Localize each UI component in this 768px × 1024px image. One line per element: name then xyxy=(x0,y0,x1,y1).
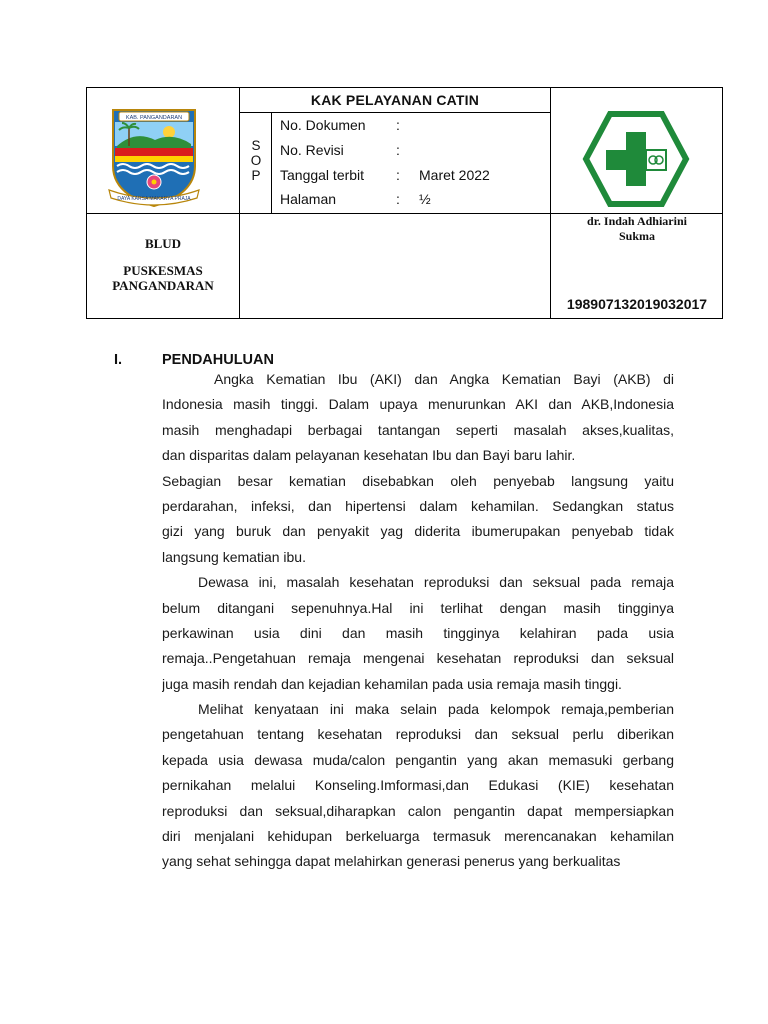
signer-name-line1: dr. Indah Adhiarini xyxy=(587,214,687,228)
body-line: Melihat kenyataan ini maka selain pada kelompok remaja,pemberian xyxy=(198,701,674,718)
body-line: reproduksi dan seksual,diharapkan calon pengantin dapat mempersiapkan xyxy=(162,802,674,819)
body-line: Sebagian besar kematian disebabkan oleh penyebab langsung yaitu xyxy=(162,472,674,489)
signer-name xyxy=(552,214,722,244)
org-pangandaran: PANGANDARAN xyxy=(112,278,214,293)
body-line: langsung kematian ibu. xyxy=(162,548,306,565)
body-line: Dewasa ini, masalah kesehatan reproduksi dan seksual pada remaja xyxy=(198,574,674,591)
body-line: remaja..Pengetahuan remaja mengenai kesehatan reproduksi dan seksual xyxy=(162,650,674,667)
meta-colon: : xyxy=(396,167,400,183)
body-line: juga masih rendah dan kejadian kehamilan pada usia remaja masih tinggi. xyxy=(162,675,622,692)
sop-letter: P xyxy=(251,168,261,183)
emblem-motto-text: DAYA KARSA MAKARYA PRAJA xyxy=(117,196,191,202)
kab-pangandaran-emblem-icon xyxy=(105,102,203,208)
org-blud: BLUD xyxy=(144,236,182,251)
meta-label: Halaman xyxy=(280,191,337,207)
section-title: PENDAHULUAN xyxy=(162,352,274,368)
grid-line xyxy=(239,88,240,318)
body-line: Angka Kematian Ibu (AKI) dan Angka Kematian Bayi (AKB) di xyxy=(214,371,674,387)
meta-value: Maret 2022 xyxy=(419,167,490,183)
grid-line xyxy=(239,112,550,113)
body-line: perdarahan, infeksi, dan hipertensi dalam kehamilan. Sedangkan status xyxy=(162,497,674,514)
section-number: I. xyxy=(114,352,123,368)
body-line: yang sehat sehingga dapat melahirkan generasi penerus yang berkualitas xyxy=(162,853,621,870)
grid-line xyxy=(271,112,272,213)
meta-colon: : xyxy=(396,117,400,133)
document-header-table xyxy=(86,87,723,319)
body-line: dan disparitas dalam pelayanan kesehatan Ibu dan Bayi baru lahir. xyxy=(162,447,576,464)
body-line: perkawinan usia dini dan masih tingginya kelahiran pada usia xyxy=(162,624,674,641)
sop-letter: S xyxy=(251,138,261,153)
body-line: diri menjalani kehidupan berkeluarga termasuk merencanakan kehamilan xyxy=(162,828,674,845)
meta-label: No. Dokumen xyxy=(280,117,366,133)
meta-label: No. Revisi xyxy=(280,142,344,158)
sop-letter: O xyxy=(250,153,262,168)
meta-colon: : xyxy=(396,191,400,207)
document-title: KAK PELAYANAN CATIN xyxy=(310,92,480,108)
body-line: kepada usia dewasa muda/calon pengantin yang akan memasuki gerbang xyxy=(162,751,674,768)
puskesmas-logo-icon xyxy=(582,110,690,208)
meta-value: ½ xyxy=(419,191,431,207)
sop-label xyxy=(241,138,271,183)
meta-colon: : xyxy=(396,142,400,158)
body-line: masih menghadapi berbagai tantangan seperti masalah akses,kualitas, xyxy=(162,421,674,438)
body-line: pernikahan melalui Konseling.Imformasi,dan Edukasi (KIE) kesehatan xyxy=(162,777,674,794)
body-line: pengetahuan tentang kesehatan reproduksi dan seksual perlu diberikan xyxy=(162,726,674,743)
body-line: belum ditangani sepenuhnya.Hal ini terlihat dengan masih tingginya xyxy=(162,599,674,616)
org-puskesmas: PUSKESMAS xyxy=(123,263,203,278)
signer-name-line2: Sukma xyxy=(618,229,656,243)
meta-label: Tanggal terbit xyxy=(280,167,365,183)
signer-nip: 198907132019032017 xyxy=(566,296,708,312)
grid-line xyxy=(550,88,551,318)
body-line: gizi yang buruk dan penyakit yag diderita ibumerupakan penyebab tidak xyxy=(162,523,674,540)
emblem-top-text: KAB. PANGANDARAN xyxy=(125,115,183,121)
body-text xyxy=(162,367,674,875)
body-line: Indonesia masih tinggi. Dalam upaya menurunkan AKI dan AKB,Indonesia xyxy=(162,396,674,413)
